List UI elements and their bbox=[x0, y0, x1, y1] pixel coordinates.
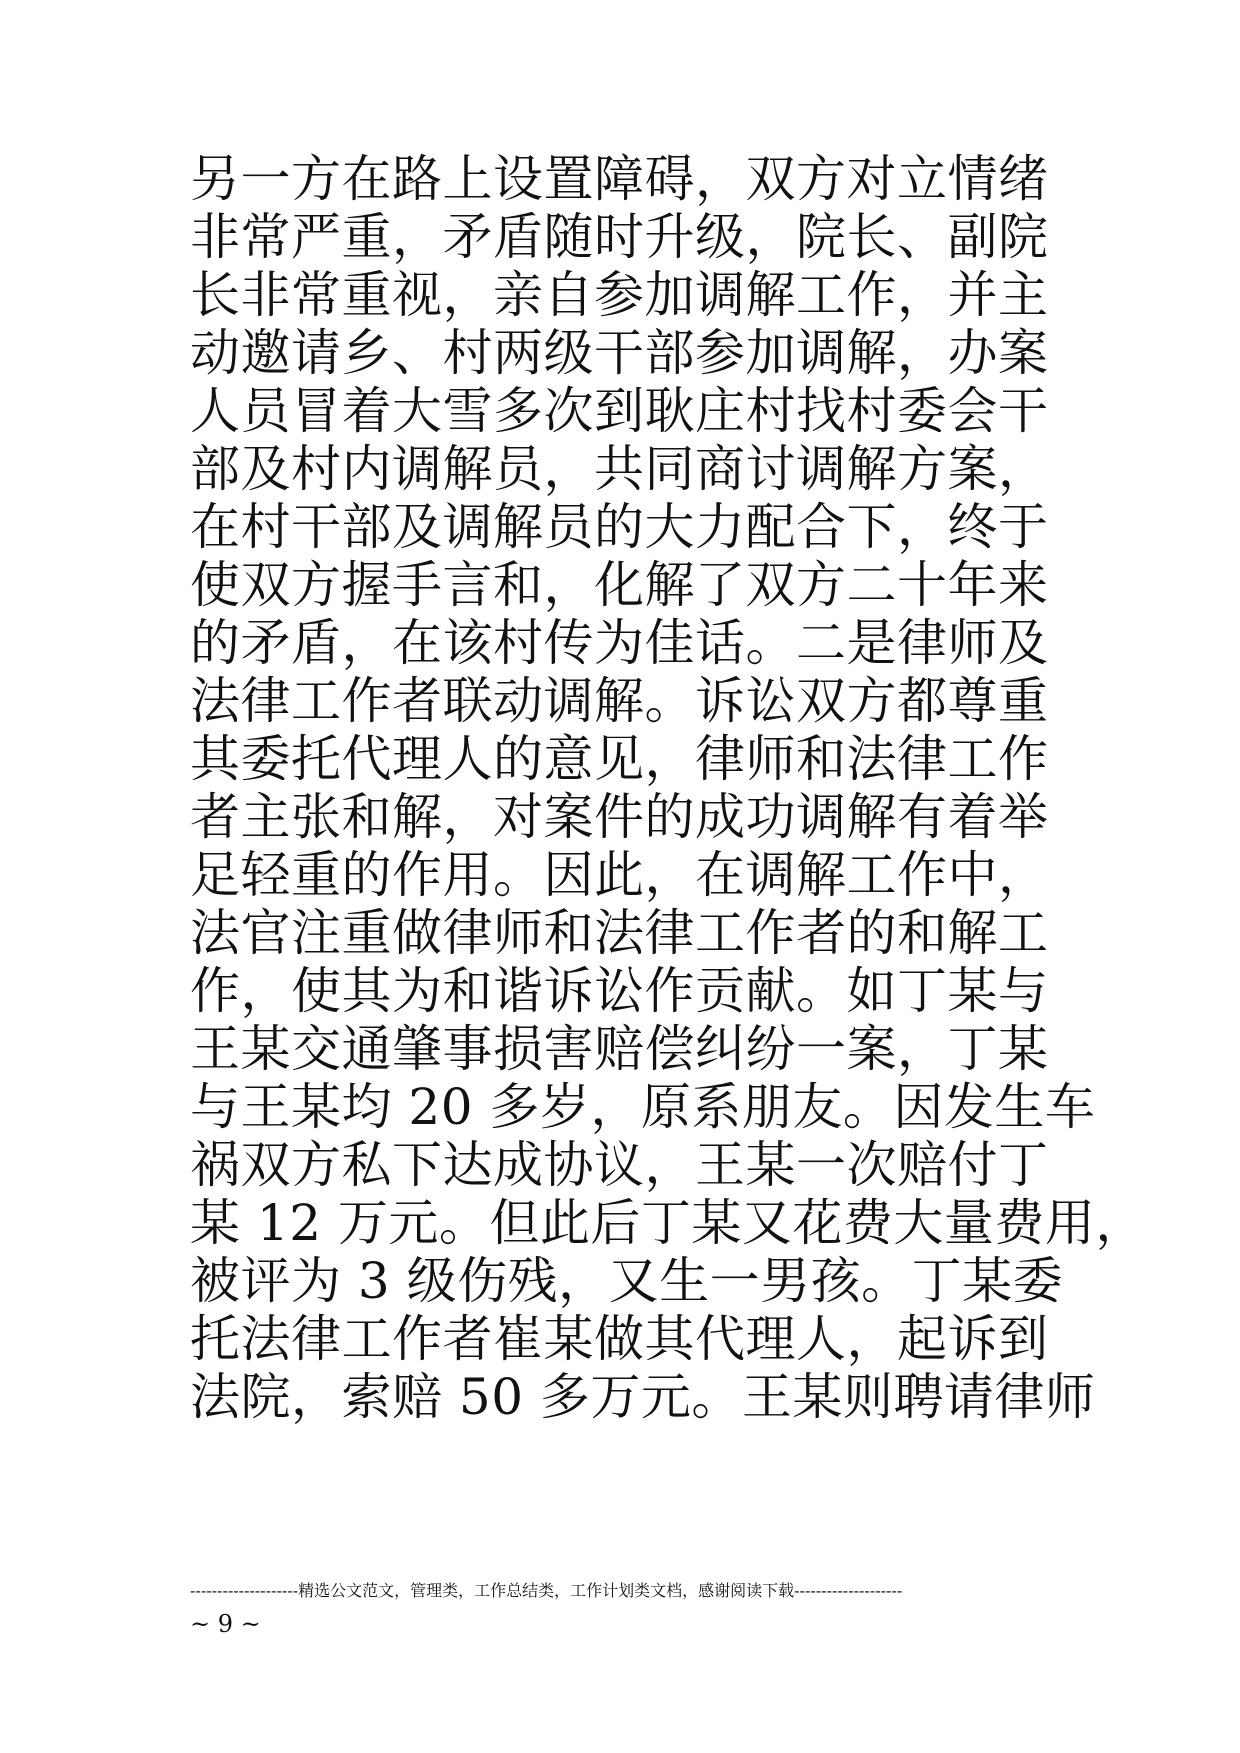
text-line: 法官注重做律师和法律工作者的和解工 bbox=[190, 904, 1049, 962]
text-line: 祸双方私下达成协议，王某一次赔付丁 bbox=[190, 1136, 1049, 1194]
text-line: 另一方在路上设置障碍，双方对立情绪 bbox=[190, 150, 1049, 208]
text-line: 其委托代理人的意见，律师和法律工作 bbox=[190, 730, 1049, 788]
text-line: 动邀请乡、村两级干部参加调解，办案 bbox=[190, 324, 1049, 382]
text-line: 使双方握手言和，化解了双方二十年来 bbox=[190, 556, 1049, 614]
text-line: 非常严重，矛盾随时升级，院长、副院 bbox=[190, 208, 1049, 266]
text-line: 部及村内调解员，共同商讨调解方案， bbox=[190, 440, 1049, 498]
text-line: 法院，索赔 50 多万元。王某则聘请律师 bbox=[190, 1368, 1096, 1426]
text-line: 足轻重的作用。因此，在调解工作中， bbox=[190, 846, 1049, 904]
text-line: 人员冒着大雪多次到耿庄村找村委会干 bbox=[190, 382, 1049, 440]
body-text bbox=[190, 150, 1146, 1426]
text-line: 托法律工作者崔某做其代理人，起诉到 bbox=[190, 1310, 1049, 1368]
text-line: 作，使其为和谐诉讼作贡献。如丁某与 bbox=[190, 962, 1049, 1020]
text-line: 与王某均 20 多岁，原系朋友。因发生车 bbox=[190, 1078, 1096, 1136]
text-line: 的矛盾，在该村传为佳话。二是律师及 bbox=[190, 614, 1049, 672]
footer-note: --------------------精选公文范文，管理类，工作总结类，工作计划类文档，感谢阅读下载-------------------- bbox=[190, 1581, 903, 1600]
page-number: ~ 9 ~ bbox=[190, 1610, 261, 1638]
text-line: 某 12 万元。但此后丁某又花费大量费用， bbox=[190, 1194, 1146, 1252]
text-line: 王某交通肇事损害赔偿纠纷一案，丁某 bbox=[190, 1020, 1049, 1078]
text-line: 长非常重视，亲自参加调解工作，并主 bbox=[190, 266, 1049, 324]
text-line: 者主张和解，对案件的成功调解有着举 bbox=[190, 788, 1049, 846]
text-line: 被评为 3 级伤残，又生一男孩。丁某委 bbox=[190, 1252, 1064, 1310]
text-line: 法律工作者联动调解。诉讼双方都尊重 bbox=[190, 672, 1049, 730]
text-line: 在村干部及调解员的大力配合下，终于 bbox=[190, 498, 1049, 556]
